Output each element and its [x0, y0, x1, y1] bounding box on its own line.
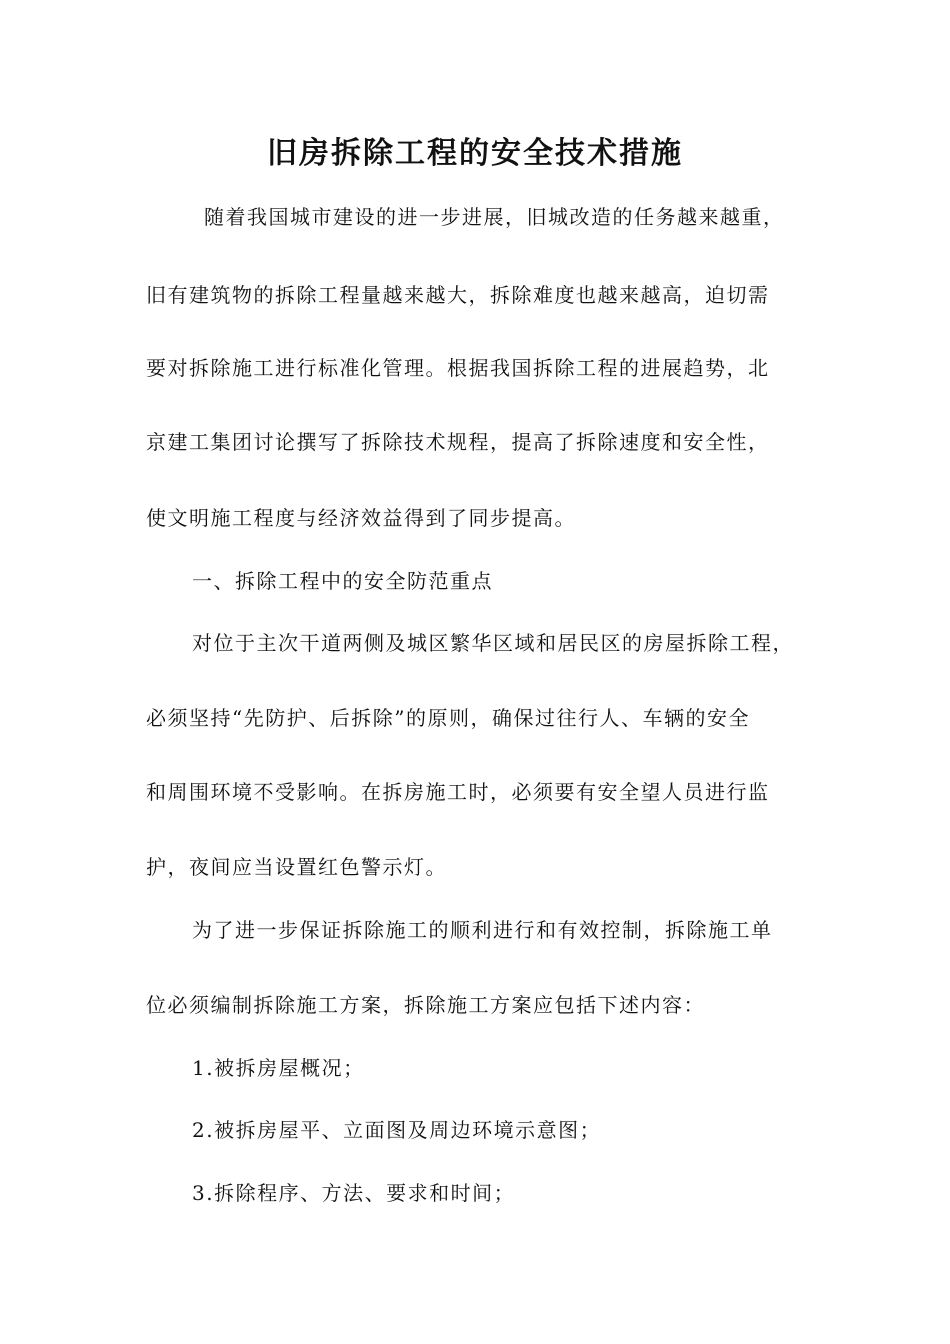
paragraph-line: 为了进一步保证拆除施工的顺利进行和有效控制，拆除施工单	[192, 918, 773, 942]
list-item: 3.拆除程序、方法、要求和时间；	[192, 1181, 516, 1205]
paragraph-line: 护，夜间应当设置红色警示灯。	[146, 855, 447, 879]
paragraph-line: 京建工集团讨论撰写了拆除技术规程，提高了拆除速度和安全性，	[146, 430, 770, 454]
paragraph-line: 对位于主次干道两侧及城区繁华区域和居民区的房屋拆除工程，	[192, 631, 794, 655]
document-title: 旧房拆除工程的安全技术措施	[267, 136, 683, 171]
paragraph-line: 必须坚持“先防护、后拆除”的原则，确保过往行人、车辆的安全	[146, 706, 750, 730]
list-item: 2.被拆房屋平、立面图及周边环境示意图；	[192, 1118, 602, 1142]
paragraph-line: 和周围环境不受影响。在拆房施工时，必须要有安全望人员进行监	[146, 780, 770, 804]
list-item: 1.被拆房屋概况；	[192, 1056, 365, 1080]
paragraph-line: 旧有建筑物的拆除工程量越来越大，拆除难度也越来越高，迫切需	[146, 283, 770, 307]
paragraph-line: 随着我国城市建设的进一步进展，旧城改造的任务越来越重，	[204, 205, 785, 229]
paragraph-line: 要对拆除施工进行标准化管理。根据我国拆除工程的进展趋势，北	[146, 356, 770, 380]
section-heading: 一、拆除工程中的安全防范重点	[192, 569, 493, 593]
paragraph-line: 位必须编制拆除施工方案，拆除施工方案应包括下述内容：	[146, 993, 705, 1017]
paragraph-line: 使文明施工程度与经济效益得到了同步提高。	[146, 506, 576, 530]
